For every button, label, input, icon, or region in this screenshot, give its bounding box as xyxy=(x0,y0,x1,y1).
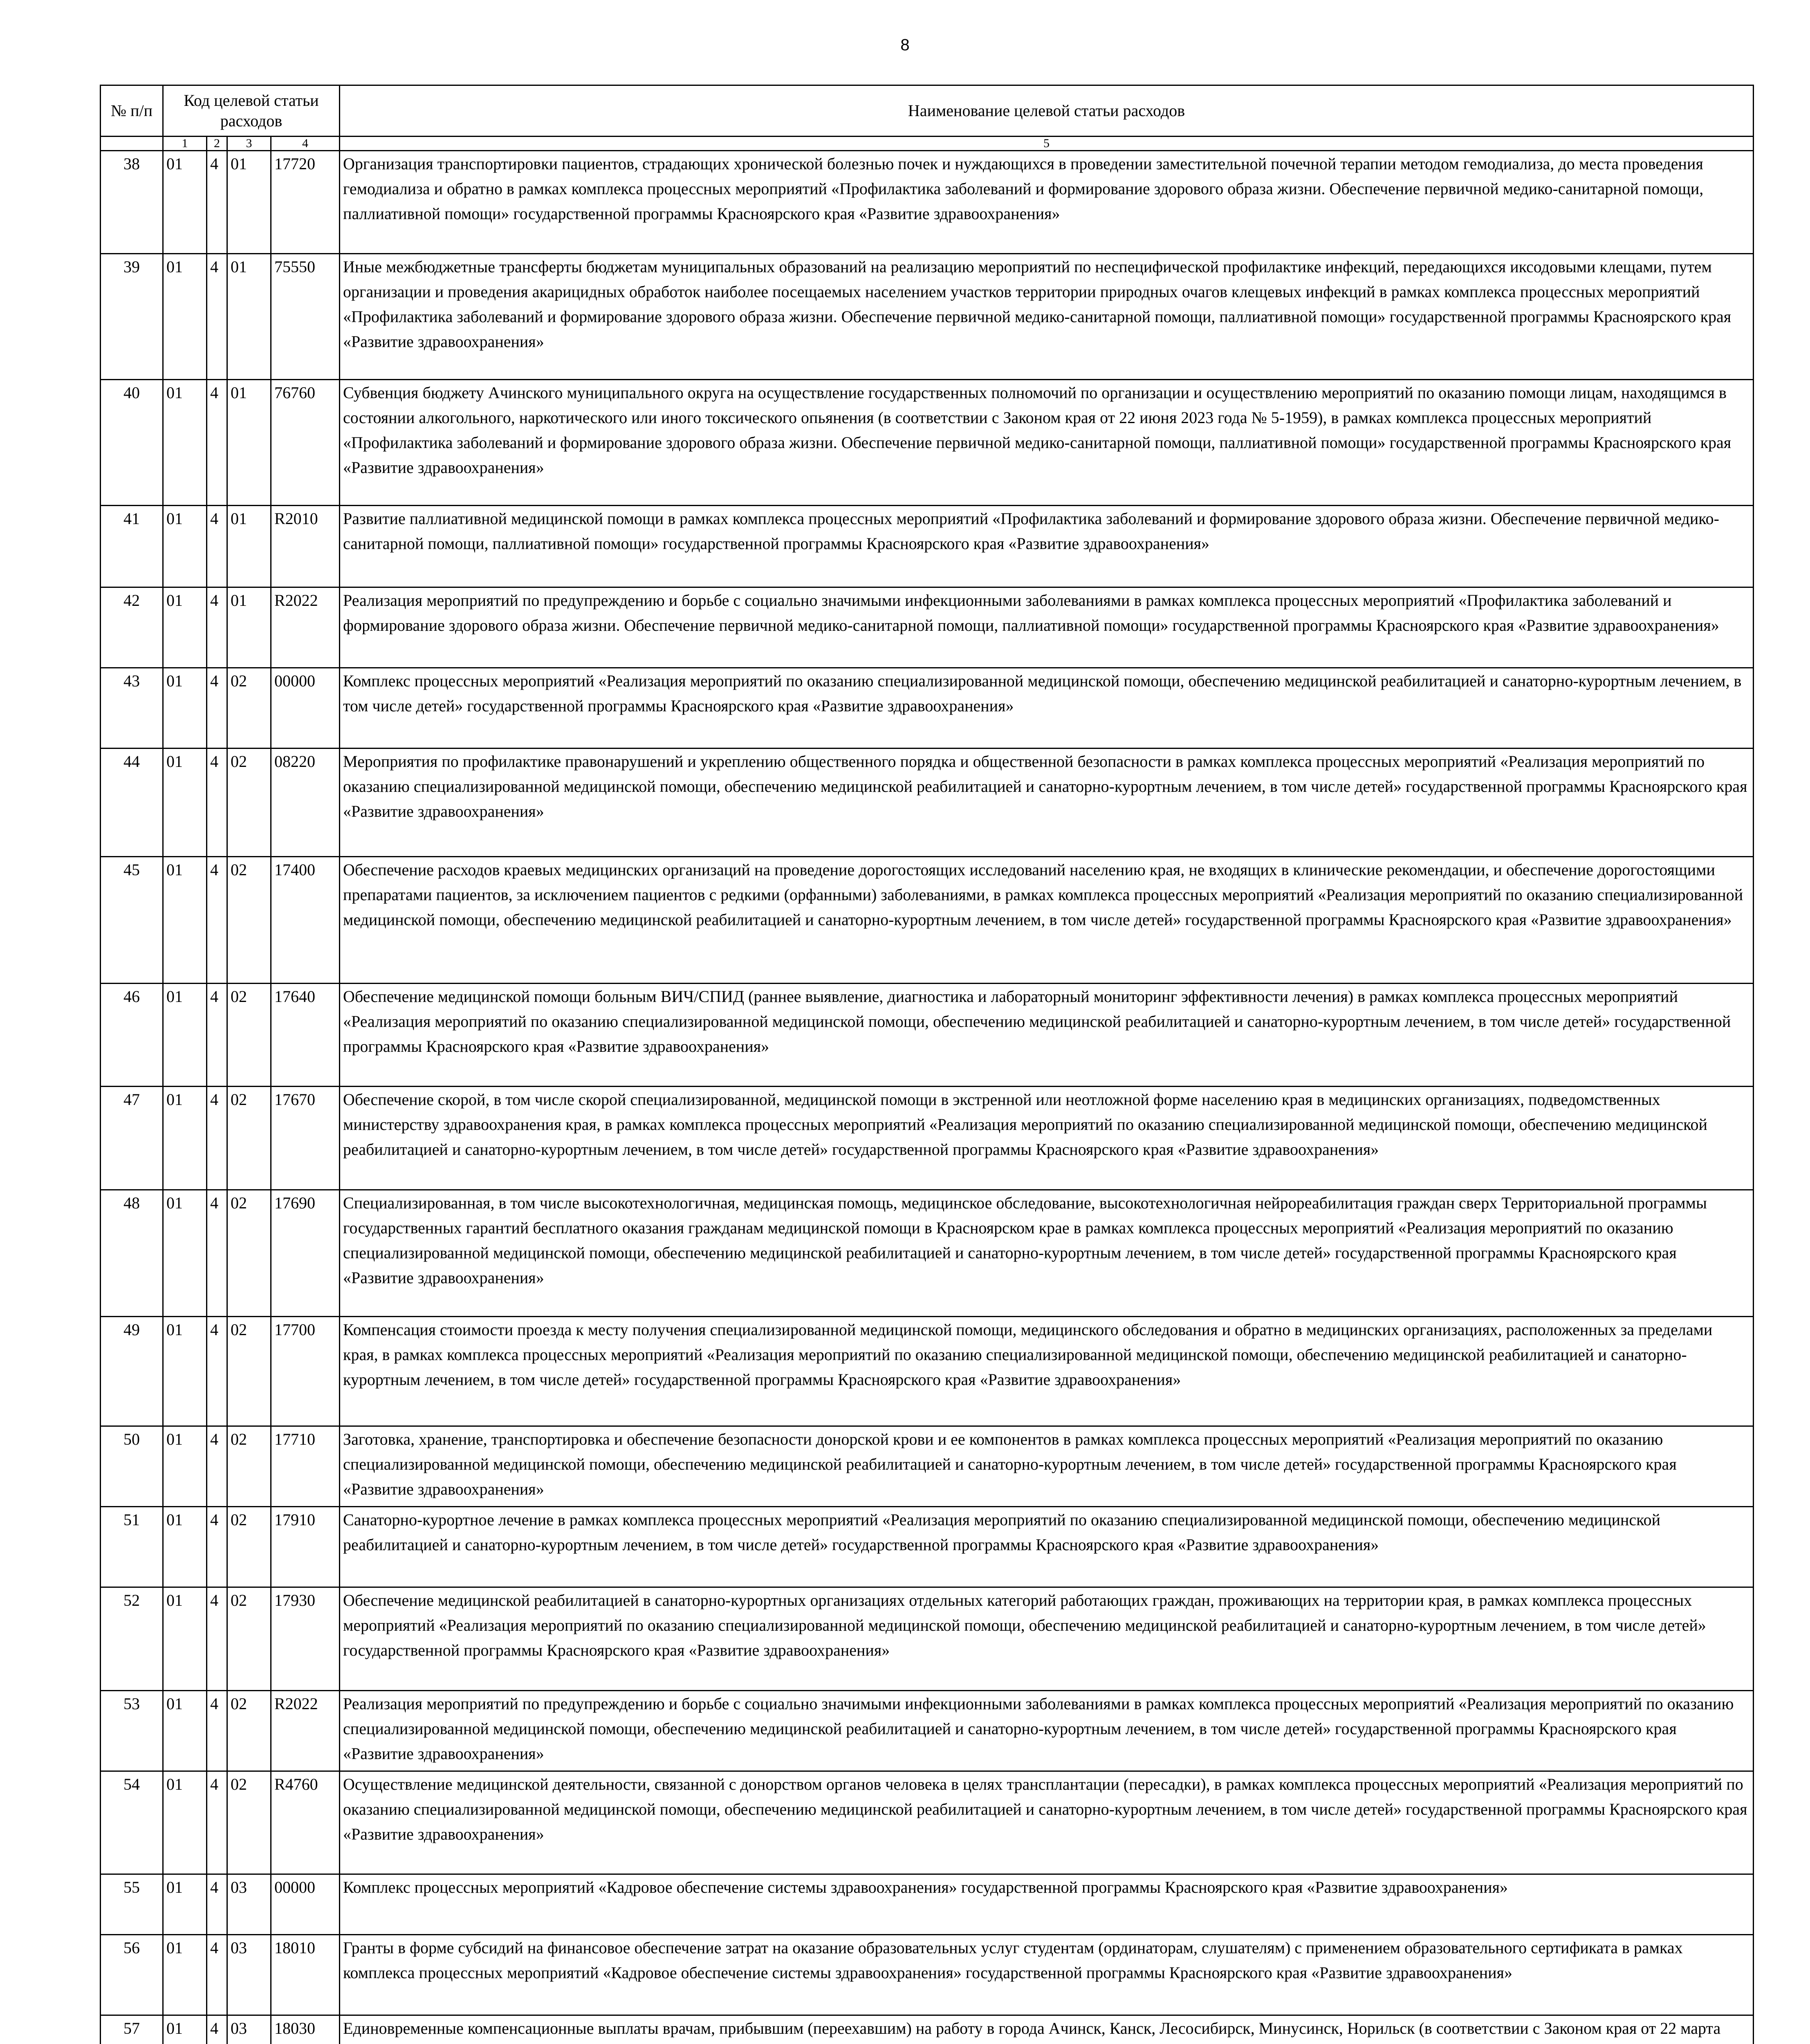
header-name: Наименование целевой статьи расходов xyxy=(340,85,1754,137)
row-number: 41 xyxy=(101,506,163,587)
column-index: 4 xyxy=(271,137,340,151)
row-number: 39 xyxy=(101,254,163,380)
code-part-4: 17720 xyxy=(271,151,340,254)
expense-item-name: Единовременные компенсационные выплаты врачам, прибывшим (переехавшим) на работу в города Ачинск, Канск, Лесосибирск, Минусинск, Норильск (в соответствии с Законом края от 22 марта xyxy=(340,2015,1754,2044)
code-part-2: 4 xyxy=(207,749,227,857)
expense-item-name: Специализированная, в том числе высокотехнологичная, медицинская помощь, медицинское обследование, высокотехнологичная нейрореабилитация граждан сверх Территориальной программы государственных гарантий бесплатного оказания гражданам медицинской помощи в Красноярском крае в рамках комплекса процессных мероприятий «Реализация мероприятий по оказанию специализированной медицинской помощи, обеспечению медицинской реабилитацией и санаторно-курортным лечением, в том числе детей» государственной программы Красноярского края «Развитие здравоохранения» xyxy=(340,1190,1754,1317)
code-part-4: 08220 xyxy=(271,749,340,857)
column-index: 3 xyxy=(227,137,271,151)
expense-item-name: Обеспечение медицинской помощи больным ВИЧ/СПИД (раннее выявление, диагностика и лабораторный мониторинг эффективности лечения) в рамках комплекса процессных мероприятий «Реализация мероприятий по оказанию специализированной медицинской помощи, обеспечению медицинской реабилитацией и санаторно-курортным лечением, в том числе детей» государственной программы Красноярского края «Развитие здравоохранения» xyxy=(340,984,1754,1087)
table-row xyxy=(101,380,1754,506)
code-part-3: 03 xyxy=(227,1935,271,2015)
code-part-3: 02 xyxy=(227,1507,271,1587)
expense-item-name: Обеспечение расходов краевых медицинских организаций на проведение дорогостоящих исследований населению края, не входящих в клинические рекомендации, и обеспечение дорогостоящими препаратами пациентов, за исключением пациентов с редкими (орфанными) заболеваниями, в рамках комплекса процессных мероприятий «Реализация мероприятий по оказанию специализированной медицинской помощи, обеспечению медицинской реабилитацией и санаторно-курортным лечением, в том числе детей» государственной программы Красноярского края «Развитие здравоохранения» xyxy=(340,857,1754,984)
code-part-3: 01 xyxy=(227,587,271,668)
code-part-1: 01 xyxy=(163,749,207,857)
code-part-3: 02 xyxy=(227,1691,271,1771)
code-part-2: 4 xyxy=(207,668,227,749)
code-part-2: 4 xyxy=(207,984,227,1087)
code-part-1: 01 xyxy=(163,1691,207,1771)
table-row xyxy=(101,1426,1754,1507)
column-index: 2 xyxy=(207,137,227,151)
row-number: 52 xyxy=(101,1587,163,1691)
table-row xyxy=(101,668,1754,749)
column-index-blank xyxy=(101,137,163,151)
code-part-4: 17670 xyxy=(271,1087,340,1190)
table-row xyxy=(101,857,1754,984)
header-row-number: № п/п xyxy=(101,85,163,137)
code-part-1: 01 xyxy=(163,1426,207,1507)
code-part-4: 00000 xyxy=(271,668,340,749)
table-row xyxy=(101,984,1754,1087)
code-part-3: 01 xyxy=(227,254,271,380)
code-part-4: R2010 xyxy=(271,506,340,587)
column-index: 1 xyxy=(163,137,207,151)
expense-item-name: Мероприятия по профилактике правонарушений и укреплению общественного порядка и общественной безопасности в рамках комплекса процессных мероприятий «Реализация мероприятий по оказанию специализированной медицинской помощи, обеспечению медицинской реабилитацией и санаторно-курортным лечением, в том числе детей» государственной программы Красноярского края «Развитие здравоохранения» xyxy=(340,749,1754,857)
expense-item-name: Комплекс процессных мероприятий «Реализация мероприятий по оказанию специализированной медицинской помощи, обеспечению медицинской реабилитацией и санаторно-курортным лечением, в том числе детей» государственной программы Красноярского края «Развитие здравоохранения» xyxy=(340,668,1754,749)
page-number: 8 xyxy=(900,36,910,54)
row-number: 53 xyxy=(101,1691,163,1771)
code-part-1: 01 xyxy=(163,1317,207,1426)
code-part-4: 17400 xyxy=(271,857,340,984)
code-part-4: 17690 xyxy=(271,1190,340,1317)
expense-item-name: Реализация мероприятий по предупреждению и борьбе с социально значимыми инфекционными заболеваниями в рамках комплекса процессных мероприятий «Реализация мероприятий по оказанию специализированной медицинской помощи, обеспечению медицинской реабилитацией и санаторно-курортным лечением, в том числе детей» государственной программы Красноярского края «Развитие здравоохранения» xyxy=(340,1691,1754,1771)
code-part-1: 01 xyxy=(163,984,207,1087)
code-part-1: 01 xyxy=(163,587,207,668)
code-part-1: 01 xyxy=(163,1771,207,1874)
code-part-3: 02 xyxy=(227,1771,271,1874)
row-number: 49 xyxy=(101,1317,163,1426)
table-row xyxy=(101,1935,1754,2015)
code-part-2: 4 xyxy=(207,380,227,506)
code-part-2: 4 xyxy=(207,1190,227,1317)
table-row xyxy=(101,506,1754,587)
code-part-2: 4 xyxy=(207,151,227,254)
code-part-4: 17700 xyxy=(271,1317,340,1426)
code-part-3: 02 xyxy=(227,1190,271,1317)
code-part-1: 01 xyxy=(163,506,207,587)
column-index: 5 xyxy=(340,137,1754,151)
code-part-3: 01 xyxy=(227,380,271,506)
code-part-3: 02 xyxy=(227,668,271,749)
code-part-3: 02 xyxy=(227,1426,271,1507)
code-part-3: 02 xyxy=(227,984,271,1087)
expense-item-name: Заготовка, хранение, транспортировка и обеспечение безопасности донорской крови и ее компонентов в рамках комплекса процессных мероприятий «Реализация мероприятий по оказанию специализированной медицинской помощи, обеспечению медицинской реабилитацией и санаторно-курортным лечением, в том числе детей» государственной программы Красноярского края «Развитие здравоохранения» xyxy=(340,1426,1754,1507)
row-number: 54 xyxy=(101,1771,163,1874)
table-row xyxy=(101,2015,1754,2044)
expense-item-name: Обеспечение медицинской реабилитацией в санаторно-курортных организациях отдельных категорий работающих граждан, проживающих на территории края, в рамках комплекса процессных мероприятий «Реализация мероприятий по оказанию специализированной медицинской помощи, обеспечению медицинской реабилитацией и санаторно-курортным лечением, в том числе детей» государственной программы Красноярского края «Развитие здравоохранения» xyxy=(340,1587,1754,1691)
code-part-2: 4 xyxy=(207,857,227,984)
table-row xyxy=(101,1691,1754,1771)
code-part-3: 01 xyxy=(227,506,271,587)
table-row xyxy=(101,1317,1754,1426)
code-part-2: 4 xyxy=(207,1874,227,1935)
code-part-4: 17930 xyxy=(271,1587,340,1691)
code-part-4: 76760 xyxy=(271,380,340,506)
expense-item-name: Организация транспортировки пациентов, страдающих хронической болезнью почек и нуждающихся в проведении заместительной почечной терапии методом гемодиализа, до места проведения гемодиализа и обратно в рамках комплекса процессных мероприятий «Профилактика заболеваний и формирование здорового образа жизни. Обеспечение первичной медико-санитарной помощи, паллиативной помощи» государственной программы Красноярского края «Развитие здравоохранения» xyxy=(340,151,1754,254)
code-part-4: 17910 xyxy=(271,1507,340,1587)
expense-item-name: Комплекс процессных мероприятий «Кадровое обеспечение системы здравоохранения» государственной программы Красноярского края «Развитие здравоохранения» xyxy=(340,1874,1754,1935)
code-part-2: 4 xyxy=(207,506,227,587)
code-part-1: 01 xyxy=(163,1874,207,1935)
table-row xyxy=(101,1874,1754,1935)
expense-item-name: Реализация мероприятий по предупреждению и борьбе с социально значимыми инфекционными заболеваниями в рамках комплекса процессных мероприятий «Профилактика заболеваний и формирование здорового образа жизни. Обеспечение первичной медико-санитарной помощи, паллиативной помощи» государственной программы Красноярского края «Развитие здравоохранения» xyxy=(340,587,1754,668)
code-part-1: 01 xyxy=(163,1087,207,1190)
code-part-2: 4 xyxy=(207,1587,227,1691)
expense-item-name: Санаторно-курортное лечение в рамках комплекса процессных мероприятий «Реализация мероприятий по оказанию специализированной медицинской помощи, обеспечению медицинской реабилитацией и санаторно-курортным лечением, в том числе детей» государственной программы Красноярского края «Развитие здравоохранения» xyxy=(340,1507,1754,1587)
code-part-4: 18010 xyxy=(271,1935,340,2015)
row-number: 57 xyxy=(101,2015,163,2044)
expense-item-name: Осуществление медицинской деятельности, связанной с донорством органов человека в целях трансплантации (пересадки), в рамках комплекса процессных мероприятий «Реализация мероприятий по оказанию специализированной медицинской помощи, обеспечению медицинской реабилитацией и санаторно-курортным лечением, в том числе детей» государственной программы Красноярского края «Развитие здравоохранения» xyxy=(340,1771,1754,1874)
table-row xyxy=(101,254,1754,380)
code-part-3: 03 xyxy=(227,1874,271,1935)
table-row xyxy=(101,1771,1754,1874)
expense-item-name: Развитие паллиативной медицинской помощи в рамках комплекса процессных мероприятий «Профилактика заболеваний и формирование здорового образа жизни. Обеспечение первичной медико-санитарной помощи, паллиативной помощи» государственной программы Красноярского края «Развитие здравоохранения» xyxy=(340,506,1754,587)
table-row xyxy=(101,1587,1754,1691)
expense-item-name: Иные межбюджетные трансферты бюджетам муниципальных образований на реализацию мероприятий по неспецифической профилактике инфекций, передающихся иксодовыми клещами, путем организации и проведения акарицидных обработок наиболее посещаемых населением участков территории природных очагов клещевых инфекций в рамках комплекса процессных мероприятий «Профилактика заболеваний и формирование здорового образа жизни. Обеспечение первичной медико-санитарной помощи, паллиативной помощи» государственной программы Красноярского края «Развитие здравоохранения» xyxy=(340,254,1754,380)
code-part-1: 01 xyxy=(163,668,207,749)
expense-item-name: Обеспечение скорой, в том числе скорой специализированной, медицинской помощи в экстренной или неотложной форме населению края в медицинских организациях, подведомственных министерству здравоохранения края, в рамках комплекса процессных мероприятий «Реализация мероприятий по оказанию специализированной медицинской помощи, обеспечению медицинской реабилитацией и санаторно-курортным лечением, в том числе детей» государственной программы Красноярского края «Развитие здравоохранения» xyxy=(340,1087,1754,1190)
code-part-1: 01 xyxy=(163,857,207,984)
row-number: 45 xyxy=(101,857,163,984)
table-row xyxy=(101,587,1754,668)
code-part-3: 02 xyxy=(227,1587,271,1691)
expense-item-name: Субвенция бюджету Ачинского муниципального округа на осуществление государственных полномочий по организации и осуществлению мероприятий по оказанию помощи лицам, находящимся в состоянии алкогольного, наркотического или иного токсического опьянения (в соответствии с Законом края от 22 июня 2023 года № 5-1959), в рамках комплекса процессных мероприятий «Профилактика заболеваний и формирование здорового образа жизни. Обеспечение первичной медико-санитарной помощи, паллиативной помощи» государственной программы Красноярского края «Развитие здравоохранения» xyxy=(340,380,1754,506)
row-number: 51 xyxy=(101,1507,163,1587)
code-part-1: 01 xyxy=(163,1935,207,2015)
table-row xyxy=(101,1507,1754,1587)
row-number: 43 xyxy=(101,668,163,749)
code-part-4: R2022 xyxy=(271,1691,340,1771)
code-part-2: 4 xyxy=(207,587,227,668)
code-part-1: 01 xyxy=(163,151,207,254)
code-part-4: 75550 xyxy=(271,254,340,380)
expense-item-name: Гранты в форме субсидий на финансовое обеспечение затрат на оказание образовательных услуг студентам (ординаторам, слушателям) с применением образовательного сертификата в рамках комплекса процессных мероприятий «Кадровое обеспечение системы здравоохранения» государственной программы Красноярского края «Развитие здравоохранения» xyxy=(340,1935,1754,2015)
row-number: 42 xyxy=(101,587,163,668)
code-part-3: 02 xyxy=(227,749,271,857)
code-part-4: R4760 xyxy=(271,1771,340,1874)
row-number: 40 xyxy=(101,380,163,506)
code-part-3: 01 xyxy=(227,151,271,254)
code-part-3: 02 xyxy=(227,857,271,984)
row-number: 50 xyxy=(101,1426,163,1507)
row-number: 38 xyxy=(101,151,163,254)
code-part-2: 4 xyxy=(207,254,227,380)
table-row xyxy=(101,749,1754,857)
code-part-2: 4 xyxy=(207,1935,227,2015)
expense-item-name: Компенсация стоимости проезда к месту получения специализированной медицинской помощи, медицинского обследования и обратно в медицинских организациях, расположенных за пределами края, в рамках комплекса процессных мероприятий «Реализация мероприятий по оказанию специализированной медицинской помощи, обеспечению медицинской реабилитацией и санаторно-курортным лечением, в том числе детей» государственной программы Красноярского края «Развитие здравоохранения» xyxy=(340,1317,1754,1426)
row-number: 55 xyxy=(101,1874,163,1935)
code-part-3: 02 xyxy=(227,1317,271,1426)
code-part-1: 01 xyxy=(163,2015,207,2044)
code-part-1: 01 xyxy=(163,254,207,380)
code-part-2: 4 xyxy=(207,1426,227,1507)
row-number: 48 xyxy=(101,1190,163,1317)
table-row xyxy=(101,151,1754,254)
code-part-2: 4 xyxy=(207,1691,227,1771)
code-part-4: 17640 xyxy=(271,984,340,1087)
row-number: 46 xyxy=(101,984,163,1087)
code-part-2: 4 xyxy=(207,2015,227,2044)
header-code: Код целевой статьи расходов xyxy=(163,85,340,137)
code-part-2: 4 xyxy=(207,1771,227,1874)
code-part-2: 4 xyxy=(207,1507,227,1587)
code-part-2: 4 xyxy=(207,1317,227,1426)
code-part-1: 01 xyxy=(163,1587,207,1691)
row-number: 56 xyxy=(101,1935,163,2015)
code-part-4: R2022 xyxy=(271,587,340,668)
code-part-4: 18030 xyxy=(271,2015,340,2044)
table-row xyxy=(101,1190,1754,1317)
budget-table xyxy=(100,85,1754,2044)
table-row xyxy=(101,1087,1754,1190)
code-part-3: 02 xyxy=(227,1087,271,1190)
code-part-1: 01 xyxy=(163,1507,207,1587)
code-part-3: 03 xyxy=(227,2015,271,2044)
row-number: 44 xyxy=(101,749,163,857)
code-part-1: 01 xyxy=(163,380,207,506)
column-index-row xyxy=(101,137,1754,151)
code-part-2: 4 xyxy=(207,1087,227,1190)
code-part-1: 01 xyxy=(163,1190,207,1317)
row-number: 47 xyxy=(101,1087,163,1190)
code-part-4: 17710 xyxy=(271,1426,340,1507)
code-part-4: 00000 xyxy=(271,1874,340,1935)
